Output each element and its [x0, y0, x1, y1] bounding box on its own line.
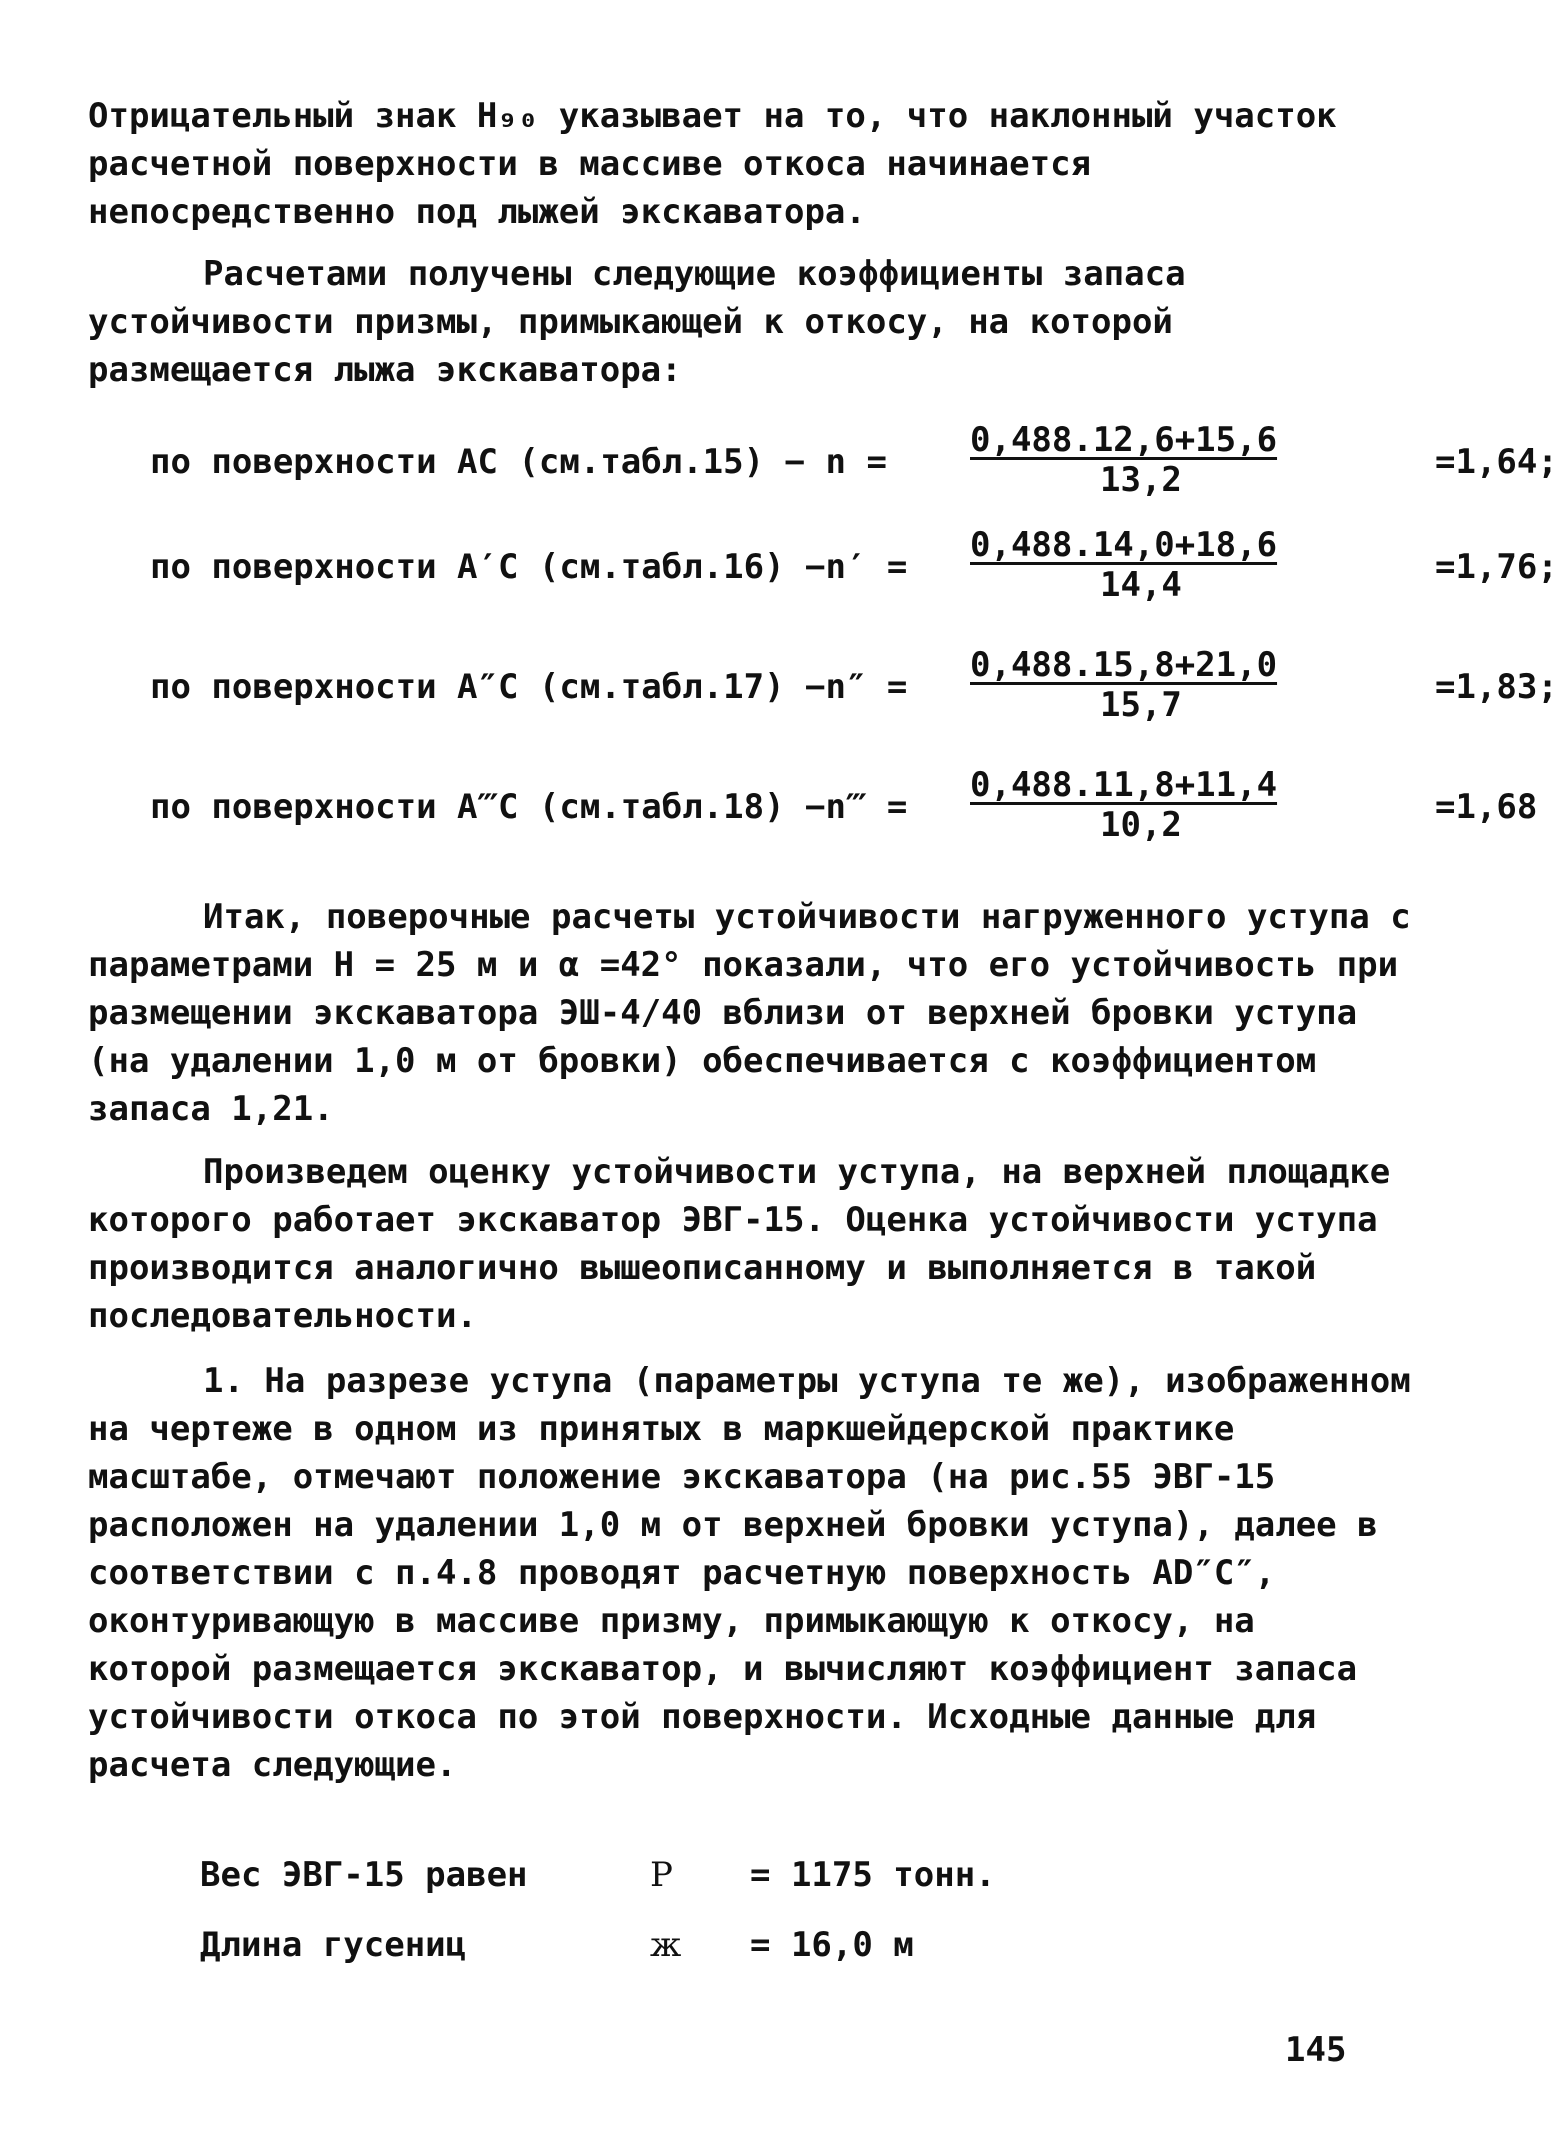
- formula-numerator: 0,488.14,0+18,6: [970, 525, 1278, 565]
- paragraph-4-text: Произведем оценку устойчивости уступа, на верхней площадке которого работает экскаватор ЭВГ-15. Оценка устойчивости уступа производится аналогично вышеописанному и выполняется в такой последовательности.: [88, 1152, 1391, 1336]
- formula-numerator: 0,488.11,8+11,4: [970, 765, 1278, 805]
- paragraph-3-text: Итак, поверочные расчеты устойчивости нагруженного уступа с параметрами Н = 25 м и α =42° показали, что его устойчивость при размещении экскаватора ЭШ-4/40 вблизи от верхней бровки уступа (на удалении 1,0 м от бровки) обеспечивается с коэффициентом запаса 1,21.: [88, 897, 1411, 1129]
- data-row-value: = 16,0 м: [750, 1925, 914, 1965]
- formula-fraction: [970, 645, 1430, 725]
- formula-fraction: [970, 420, 1430, 500]
- data-row-label: Длина гусениц: [200, 1925, 467, 1965]
- paragraph-2: [88, 250, 1418, 394]
- formula-denominator: 14,4: [1100, 565, 1182, 605]
- formula-label: по поверхности А′С (см.табл.16) −n′ =: [150, 547, 908, 587]
- formula-result: =1,68: [1435, 787, 1538, 827]
- paragraph-5-text: 1. На разрезе уступа (параметры уступа те же), изображенном на чертеже в одном из принятых в маркшейдерской практике масштабе, отмечают положение экскаватора (на рис.55 ЭВГ-15 расположен на удалении 1,0 м от верхней бровки уступа), далее в соответствии с п.4.8 проводят расчетную поверхность AD″C″, оконтуривающую в массиве призму, примыкающую к откосу, на которой размещается экскаватор, и вычисляют коэффициент запаса устойчивости откоса по этой поверхности. Исходные данные для расчета следующие.: [88, 1361, 1411, 1785]
- paragraph-5: [88, 1357, 1418, 1789]
- paragraph-2-text: Расчетами получены следующие коэффициенты запаса устойчивости призмы, примыкающей к откосу, на которой размещается лыжа экскаватора:: [88, 254, 1186, 390]
- formula-1: [150, 420, 1558, 510]
- formula-4: [150, 765, 1538, 855]
- formula-numerator: 0,488.12,6+15,6: [970, 420, 1278, 460]
- formula-label: по поверхности А″С (см.табл.17) −n″ =: [150, 667, 908, 707]
- formula-3: [150, 645, 1558, 735]
- formula-result: =1,76;: [1435, 547, 1558, 587]
- paragraph-1: [88, 92, 1418, 236]
- formula-numerator: 0,488.15,8+21,0: [970, 645, 1278, 685]
- formula-label: по поверхности А‴С (см.табл.18) −n‴ =: [150, 787, 908, 827]
- formula-denominator: 13,2: [1100, 460, 1182, 500]
- formula-result: =1,64;: [1435, 442, 1558, 482]
- data-row-value: = 1175 тонн.: [750, 1855, 996, 1895]
- paragraph-3: [88, 893, 1418, 1133]
- formula-fraction: [970, 765, 1430, 845]
- formula-2: [150, 525, 1558, 615]
- formula-result: =1,83;: [1435, 667, 1558, 707]
- formula-fraction: [970, 525, 1430, 605]
- page-number: 145: [1285, 2030, 1347, 2070]
- paragraph-1-text: Отрицательный знак H₉₀ указывает на то, что наклонный участок расчетной поверхности в массиве откоса начинается непосредственно под лыжей экскаватора.: [88, 96, 1337, 232]
- formula-denominator: 10,2: [1100, 805, 1182, 845]
- data-row-label: Вес ЭВГ-15 равен: [200, 1855, 528, 1895]
- formula-denominator: 15,7: [1100, 685, 1182, 725]
- paragraph-4: [88, 1148, 1418, 1340]
- data-row-symbol: P: [650, 1855, 673, 1895]
- formula-label: по поверхности АС (см.табл.15) − n =: [150, 442, 887, 482]
- data-row-symbol: ж: [650, 1925, 682, 1965]
